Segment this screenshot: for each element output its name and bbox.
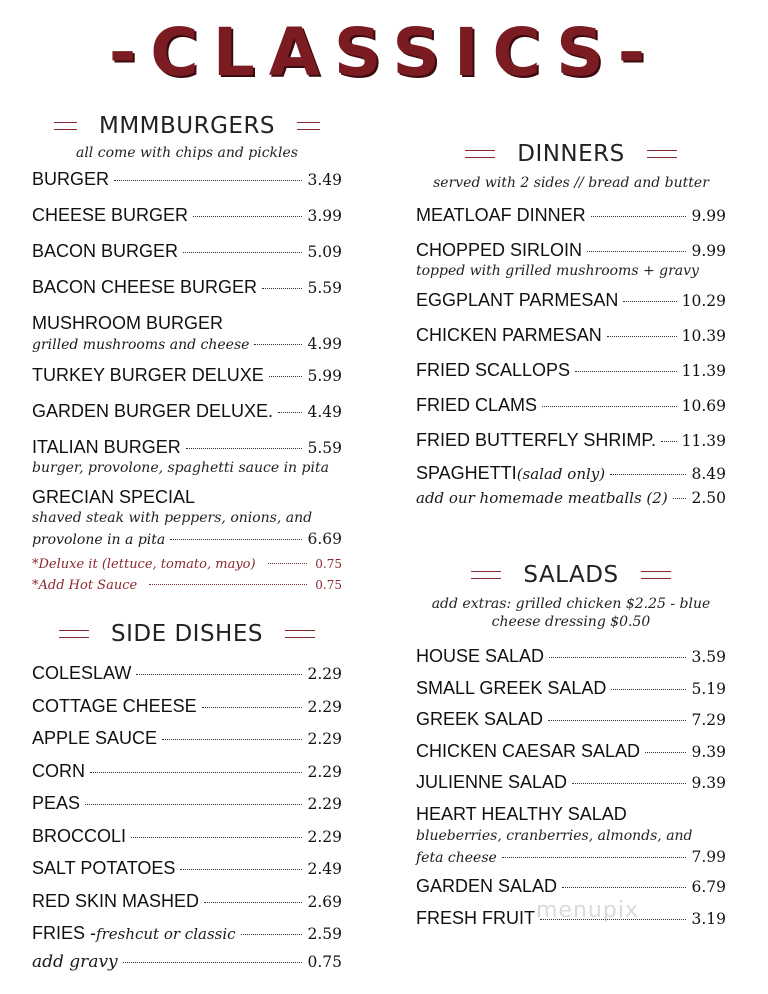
dot-leader bbox=[170, 539, 302, 540]
item-price: 10.69 bbox=[681, 397, 726, 415]
item-price: 3.59 bbox=[691, 648, 726, 666]
left-column bbox=[32, 108, 342, 973]
item-name: BACON CHEESE BURGER bbox=[32, 277, 258, 297]
dot-leader bbox=[562, 887, 686, 888]
item-price: 2.49 bbox=[307, 860, 342, 878]
item-description: burger, provolone, spaghetti sauce in pita bbox=[32, 460, 329, 476]
dot-leader bbox=[645, 752, 686, 753]
menu-item bbox=[416, 359, 726, 382]
item-price: 2.59 bbox=[307, 925, 342, 943]
item-note: add gravy bbox=[32, 952, 118, 972]
item-price: 2.29 bbox=[307, 697, 342, 716]
item-name: SALT POTATOES bbox=[32, 858, 176, 878]
item-name: MUSHROOM BURGER bbox=[32, 313, 224, 333]
dot-leader bbox=[254, 344, 302, 345]
heading-rule bbox=[465, 150, 495, 158]
dot-leader bbox=[572, 783, 686, 784]
item-name: FRIED CLAMS bbox=[416, 395, 538, 415]
item-name: MEATLOAF DINNER bbox=[416, 205, 586, 225]
dot-leader bbox=[114, 180, 302, 181]
item-description: provolone in a pita bbox=[32, 532, 166, 548]
menu-item bbox=[416, 771, 726, 794]
item-description: topped with grilled mushrooms + gravy bbox=[416, 263, 699, 279]
item-price: 2.69 bbox=[307, 892, 342, 911]
item-price: 5.99 bbox=[307, 367, 342, 385]
dot-leader bbox=[131, 837, 302, 838]
item-price: 5.59 bbox=[307, 439, 342, 457]
dot-leader bbox=[90, 772, 302, 773]
item-price: 2.29 bbox=[307, 730, 342, 748]
dinners-heading bbox=[416, 136, 726, 172]
heading-rule bbox=[297, 122, 320, 130]
menu-item bbox=[32, 204, 342, 227]
menu-item bbox=[416, 708, 726, 731]
dot-leader bbox=[278, 412, 302, 413]
item-description: feta cheese bbox=[416, 849, 497, 866]
dot-leader bbox=[502, 857, 687, 858]
burgers-heading bbox=[32, 108, 342, 144]
item-name: FRESH FRUIT bbox=[416, 907, 535, 928]
heading-rule bbox=[647, 150, 677, 158]
menu-item bbox=[32, 436, 342, 477]
menu-item bbox=[32, 727, 342, 750]
dot-leader bbox=[575, 371, 677, 372]
menu-item bbox=[416, 204, 726, 227]
extra-label: *Add Hot Sauce bbox=[32, 578, 138, 593]
dot-leader bbox=[610, 474, 686, 475]
watermark: menupix bbox=[536, 898, 639, 923]
item-name: GREEK SALAD bbox=[416, 709, 544, 729]
menu-item bbox=[32, 168, 342, 191]
item-price: 9.99 bbox=[691, 207, 726, 225]
menu-item bbox=[32, 364, 342, 387]
item-name: APPLE SAUCE bbox=[32, 728, 158, 748]
dot-leader bbox=[673, 498, 687, 499]
item-price: 4.99 bbox=[307, 335, 342, 353]
salads-subtitle: add extras: grilled chicken $2.25 - blue cheese dressing $0.50 bbox=[431, 596, 711, 630]
menu-item bbox=[416, 324, 726, 347]
burgers-subtitle: all come with chips and pickles bbox=[75, 145, 298, 161]
item-price: 2.29 bbox=[307, 762, 342, 781]
item-price: 6.69 bbox=[307, 530, 342, 548]
menu-item bbox=[416, 487, 726, 509]
dot-leader bbox=[204, 902, 302, 903]
menu-item bbox=[32, 857, 342, 880]
item-price: 11.39 bbox=[681, 432, 726, 450]
extra-option bbox=[32, 554, 342, 575]
item-name: JULIENNE SALAD bbox=[416, 772, 568, 792]
menu-item bbox=[32, 486, 342, 550]
menu-item bbox=[32, 695, 342, 718]
menu-item bbox=[32, 400, 342, 423]
dot-leader bbox=[587, 251, 686, 252]
dot-leader bbox=[591, 216, 687, 217]
item-price: 2.50 bbox=[691, 489, 726, 507]
burgers-heading-text: MMMBURGERS bbox=[98, 113, 276, 139]
item-price: 9.39 bbox=[691, 774, 726, 792]
item-price: 4.49 bbox=[307, 403, 342, 421]
heading-rule bbox=[471, 571, 501, 579]
dot-leader bbox=[262, 288, 302, 289]
item-price: 9.99 bbox=[691, 242, 726, 260]
menu-item bbox=[32, 890, 342, 913]
item-note: freshcut or classic bbox=[96, 925, 236, 943]
item-price: 2.29 bbox=[307, 827, 342, 846]
dot-leader bbox=[183, 252, 302, 253]
dot-leader bbox=[202, 707, 303, 708]
item-price: 3.19 bbox=[691, 909, 726, 928]
dot-leader bbox=[149, 584, 307, 585]
menu-item bbox=[416, 239, 726, 280]
dot-leader bbox=[186, 448, 303, 449]
menu-item bbox=[32, 792, 342, 815]
item-name: COLESLAW bbox=[32, 663, 132, 683]
item-name: COTTAGE CHEESE bbox=[32, 695, 197, 716]
dot-leader bbox=[162, 739, 302, 740]
dot-leader bbox=[542, 406, 677, 407]
item-price: 11.39 bbox=[681, 362, 726, 380]
menu-item bbox=[416, 462, 726, 485]
menu-item bbox=[416, 429, 726, 452]
menu-item bbox=[416, 394, 726, 417]
menu-item bbox=[32, 276, 342, 299]
dot-leader bbox=[623, 301, 676, 302]
item-name: BURGER bbox=[32, 169, 110, 189]
item-price: 7.99 bbox=[691, 847, 726, 866]
item-price: 5.09 bbox=[307, 243, 342, 261]
extra-option bbox=[32, 575, 342, 596]
extra-price: 0.75 bbox=[315, 578, 342, 592]
salads-heading-text: SALADS bbox=[523, 562, 619, 588]
item-name: FRIES - bbox=[32, 923, 97, 943]
menu-item bbox=[32, 951, 342, 973]
menu-item bbox=[416, 803, 726, 868]
menu-item bbox=[416, 740, 726, 763]
item-name: BROCCOLI bbox=[32, 825, 127, 846]
dot-leader bbox=[549, 657, 686, 658]
item-name: FRIED SCALLOPS bbox=[416, 360, 571, 380]
item-price: 2.29 bbox=[307, 665, 342, 683]
menu-item bbox=[416, 645, 726, 668]
item-name: CHICKEN PARMESAN bbox=[416, 325, 602, 345]
item-name: CHEESE BURGER bbox=[32, 205, 189, 225]
item-price: 10.39 bbox=[681, 327, 726, 345]
item-name: CHICKEN CAESAR SALAD bbox=[416, 740, 641, 761]
item-name: SMALL GREEK SALAD bbox=[416, 677, 607, 698]
item-name: GRECIAN SPECIAL bbox=[32, 487, 196, 507]
dot-leader bbox=[180, 869, 302, 870]
item-price: 5.19 bbox=[691, 679, 726, 698]
salads-heading bbox=[416, 557, 726, 593]
item-name: HOUSE SALAD bbox=[416, 646, 545, 666]
item-name: CHOPPED SIRLOIN bbox=[416, 240, 583, 260]
heading-rule bbox=[54, 122, 77, 130]
item-price: 6.79 bbox=[691, 877, 726, 896]
dot-leader bbox=[123, 962, 303, 963]
dot-leader bbox=[661, 441, 677, 442]
item-price: 5.59 bbox=[307, 279, 342, 297]
sides-heading-text: SIDE DISHES bbox=[111, 621, 263, 647]
item-name: ITALIAN BURGER bbox=[32, 437, 181, 457]
item-price: 3.99 bbox=[307, 207, 342, 225]
dinners-heading-text: DINNERS bbox=[517, 141, 625, 167]
item-price: 9.39 bbox=[691, 742, 726, 761]
menu-item bbox=[416, 875, 726, 898]
extra-price: 0.75 bbox=[315, 557, 342, 571]
right-column bbox=[416, 136, 726, 930]
item-name: SPAGHETTI bbox=[416, 463, 517, 483]
extra-label: *Deluxe it (lettuce, tomato, mayo) bbox=[32, 557, 256, 572]
item-name: PEAS bbox=[32, 793, 81, 813]
item-price: 10.29 bbox=[681, 292, 726, 310]
dinners-subtitle: served with 2 sides // bread and butter bbox=[433, 175, 709, 191]
item-price: 2.29 bbox=[307, 795, 342, 813]
menu-title: -CLASSICS- bbox=[108, 14, 660, 91]
item-description: grilled mushrooms and cheese bbox=[32, 337, 250, 353]
item-description: shaved steak with peppers, onions, and bbox=[32, 510, 313, 526]
dot-leader bbox=[269, 376, 303, 377]
dot-leader bbox=[193, 216, 302, 217]
heading-rule bbox=[641, 571, 671, 579]
item-description: blueberries, cranberries, almonds, and bbox=[416, 827, 693, 844]
item-name: HEART HEALTHY SALAD bbox=[416, 803, 627, 824]
item-price: 3.49 bbox=[307, 171, 342, 189]
dot-leader bbox=[548, 720, 686, 721]
menu-item bbox=[32, 312, 342, 355]
item-name: EGGPLANT PARMESAN bbox=[416, 290, 619, 310]
item-name: BACON BURGER bbox=[32, 241, 179, 261]
dot-leader bbox=[607, 336, 677, 337]
menu-item bbox=[32, 662, 342, 685]
item-price: 7.29 bbox=[691, 711, 726, 729]
dot-leader bbox=[268, 563, 308, 564]
item-name: GARDEN SALAD bbox=[416, 875, 558, 896]
menu-item bbox=[416, 289, 726, 312]
item-note: add our homemade meatballs (2) bbox=[416, 489, 668, 507]
menu-item bbox=[32, 922, 342, 945]
dot-leader bbox=[611, 689, 686, 690]
item-note: (salad only) bbox=[516, 465, 606, 483]
item-price: 0.75 bbox=[307, 953, 342, 971]
heading-rule bbox=[285, 630, 315, 638]
menu-item bbox=[32, 240, 342, 263]
menu-item bbox=[32, 825, 342, 848]
item-name: FRIED BUTTERFLY SHRIMP. bbox=[416, 430, 657, 450]
dot-leader bbox=[136, 674, 302, 675]
dot-leader bbox=[241, 934, 303, 935]
item-name: RED SKIN MASHED bbox=[32, 890, 200, 911]
item-name: GARDEN BURGER DELUXE. bbox=[32, 401, 274, 421]
item-name: CORN bbox=[32, 760, 85, 781]
menu-item bbox=[416, 677, 726, 700]
menu-item bbox=[32, 760, 342, 783]
dot-leader bbox=[85, 804, 302, 805]
sides-heading bbox=[32, 616, 342, 652]
heading-rule bbox=[59, 630, 89, 638]
item-price: 8.49 bbox=[691, 465, 726, 483]
item-name: TURKEY BURGER DELUXE bbox=[32, 365, 264, 385]
